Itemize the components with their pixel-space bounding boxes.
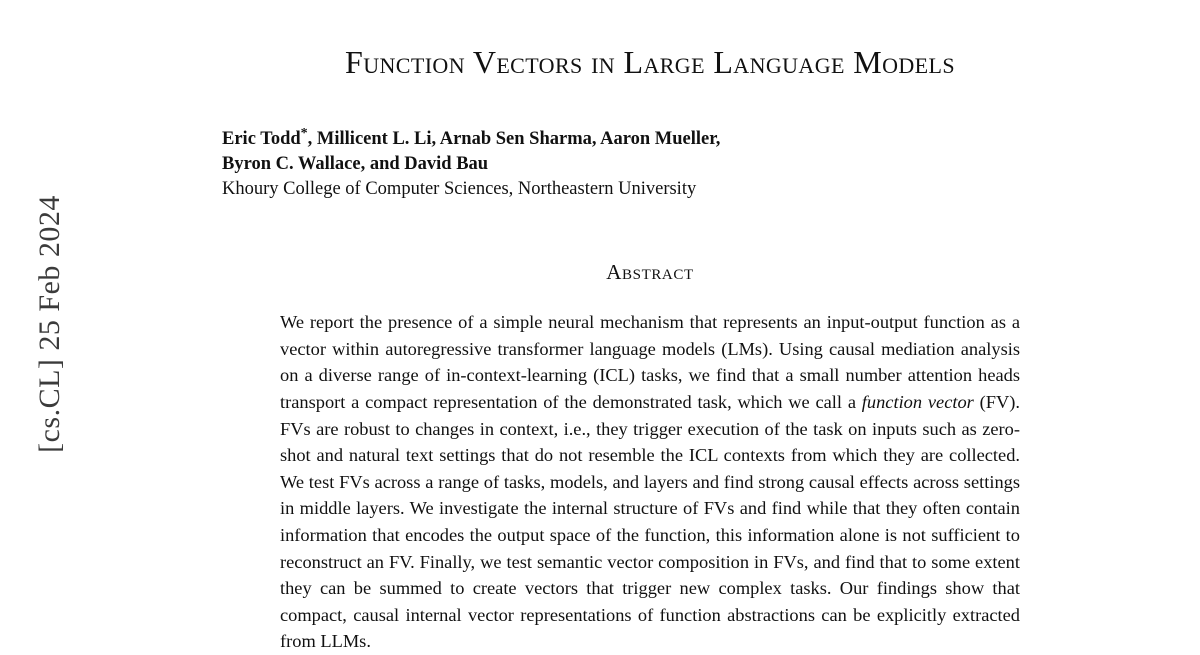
- author-line-1-rest: , Millicent L. Li, Arnab Sen Sharma, Aaron Mueller,: [307, 129, 721, 149]
- abstract-heading: Abstract: [606, 260, 694, 285]
- affiliation: Khoury College of Computer Sciences, Northeastern University: [222, 179, 697, 200]
- author-footnote-marker: *: [300, 125, 308, 141]
- author-line-1: [222, 127, 982, 152]
- abstract-part-1: We report the presence of a simple neural mechanism that represents an input-output function as a vector within autoregressive transformer language models (LMs). Using causal mediation analysis on a diverse range of in-context-learning (ICL) tasks, we find that a small number attention heads transport a compact representation of the demonstrated task, which we call a: [280, 312, 1020, 412]
- arxiv-stamp: [0, 0, 100, 648]
- author-line-2: Byron C. Wallace, and David Bau: [222, 153, 489, 174]
- page-title: Function Vectors in Large Language Models: [345, 44, 955, 80]
- paper-page: [100, 0, 1200, 652]
- authors-block: [100, 81, 982, 202]
- arxiv-stamp-text: [cs.CL] 25 Feb 2024: [33, 195, 66, 453]
- abstract-part-2: (FV). FVs are robust to changes in context, i.e., they trigger execution of the task on inputs such as zero-shot and natural text settings that do not resemble the ICL contexts from which they are collected. We test FVs across a range of tasks, models, and layers and find strong causal effects across settings in middle layers. We investigate the internal structure of FVs and find while that they often contain information that encodes the output space of the function, this information alone is not sufficient to reconstruct an FV. Finally, we test semantic vector composition in FVs, and find that to some extent they can be summed to create vectors that trigger new complex tasks. Our findings show that compact, causal internal vector representations of function abstractions can be explicitly extracted from LLMs.: [280, 391, 1020, 652]
- abstract-emphasis: function vector: [861, 391, 974, 412]
- author-name-primary: Eric Todd: [222, 129, 301, 149]
- abstract-body: [100, 285, 1200, 655]
